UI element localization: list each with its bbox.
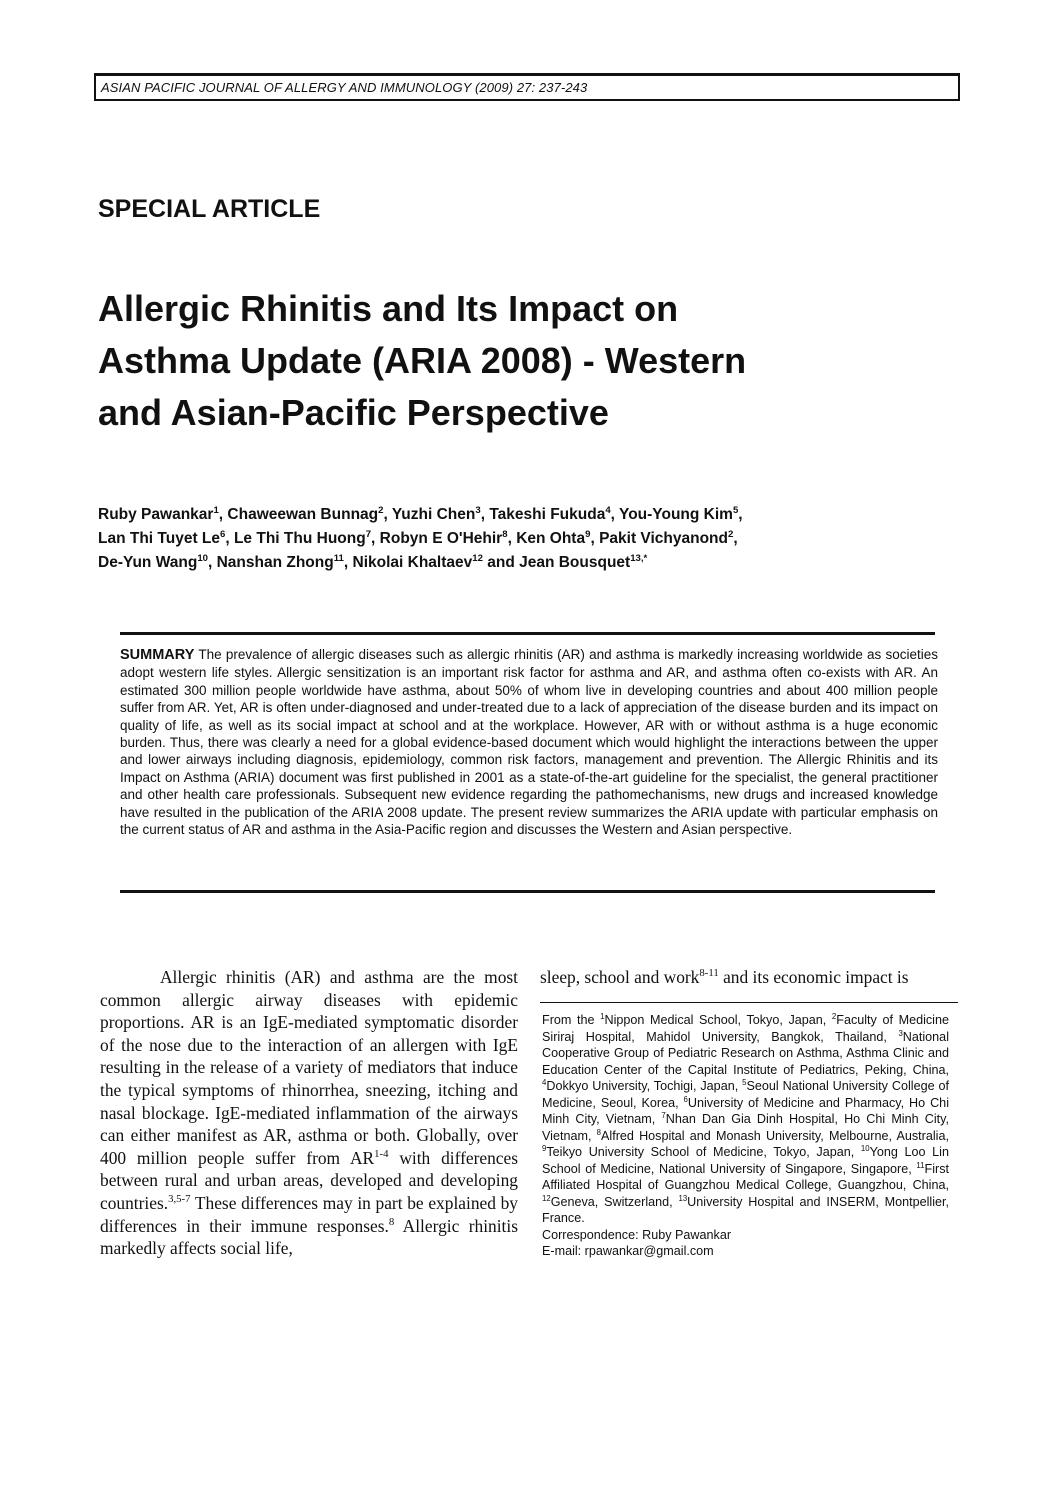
author-affiliation-ref: 13,* <box>630 552 648 564</box>
affiliation-text: National Cooperative Group of Pediatric Research on Asthma, Asthma Clinic and Education Center of the Capital Institute of Pediatrics, Peking, China, <box>542 1029 949 1077</box>
affiliation-text: University of Medicine and Pharmacy, Ho Chi Minh City, Vietnam, <box>542 1095 949 1126</box>
body-text: Allergic rhinitis (AR) and asthma are the most common allergic airway diseases with epidemic proportions. AR is an IgE-mediated symptomatic disorder of the nose due to the interaction of an allergen with IgE resulting in the release of a variety of mediators that induce the typical symptoms of rhinorrhea, sneezing, itching and nasal blockage. IgE-mediated inflammation of the airways can either manifest as AR, asthma or both. Globally, over 400 million people suffer from AR <box>100 967 518 1168</box>
title-line: Allergic Rhinitis and Its Impact on <box>98 288 679 329</box>
author-affiliation-ref: 9 <box>585 528 591 540</box>
affiliation-number: 3 <box>898 1028 903 1038</box>
affiliation-text: Alfred Hospital and Monash University, Melbourne, Australia, <box>601 1128 949 1143</box>
affiliation-number: 12 <box>542 1193 551 1203</box>
author-affiliation-ref: 10 <box>197 552 208 564</box>
author-line <box>98 527 958 551</box>
affiliations-block <box>542 1012 949 1260</box>
author-separator: , <box>610 506 620 523</box>
author-name: Ruby Pawankar <box>98 506 214 523</box>
author-separator: and <box>482 554 520 571</box>
author-affiliation-ref: 7 <box>365 528 372 540</box>
affiliation-number: 10 <box>860 1143 870 1153</box>
author-separator: , <box>480 506 490 523</box>
affiliation-text: Seoul National University College of Medicine, Seoul, Korea, <box>542 1079 949 1110</box>
author-separator: , <box>371 530 380 547</box>
author-affiliation-ref: 3 <box>475 504 481 516</box>
affiliation-text: Faculty of Medicine Siriraj Hospital, Mahidol University, Bangkok, Thailand, <box>542 1013 949 1044</box>
author-separator: , <box>738 506 743 523</box>
author-name: Lan Thi Tuyet Le <box>98 530 220 547</box>
body-column-left <box>100 966 518 1260</box>
journal-header <box>94 73 960 101</box>
body-text: sleep, school and work <box>540 967 700 987</box>
author-separator: , <box>343 554 353 571</box>
affiliation-text: Teikyo University School of Medicine, Tokyo, Japan, <box>546 1145 861 1159</box>
author-separator: , <box>207 554 217 571</box>
author-affiliation-ref: 8 <box>502 528 508 540</box>
citation-ref: 8 <box>388 1215 395 1228</box>
affiliation-rule <box>540 1002 958 1003</box>
affiliation-text: First Affiliated Hospital of Guangzhou Medical College, Guangzhou, China, <box>542 1161 949 1192</box>
summary-text: The prevalence of allergic diseases such as allergic rhinitis (AR) and asthma is markedly increasing worldwide as societies adopt western life styles. Allergic sensitization is an important risk factor for asthma and AR, and asthma often co-exists with AR. An estimated 300 million people worldwide have asthma, about 50% of whom live in developing countries and about 400 million people suffer from AR. Yet, AR is often under-diagnosed and under-treated due to a lack of appreciation of the disease burden and its impact on quality of life, as well as its social impact at school and at the workplace. However, AR with or without asthma is a huge economic burden. Thus, there was clearly a need for a global evidence-based document which would highlight the interactions between the upper and lower airways including diagnosis, epidemiology, common risk factors, management and prevention. The Allergic Rhinitis and its Impact on Asthma (ARIA) document was first published in 2001 as a state-of-the-art guideline for the specialist, the general practitioner and other health care professionals. Subsequent new evidence regarding the pathomechanisms, new drugs and increased knowledge have resulted in the publication of the ARIA 2008 update. The present review summarizes the ARIA update with particular emphasis on the current status of AR and asthma in the Asia-Pacific region and discusses the Western and Asian perspective. <box>120 647 938 838</box>
author-name: Nikolai Khaltaev <box>352 554 473 571</box>
affiliation-number: 9 <box>542 1143 547 1153</box>
body-text: and its economic impact is <box>718 967 909 987</box>
body-text: Allergic rhinitis markedly affects social life, <box>100 1215 518 1259</box>
citation-ref: 8-11 <box>699 967 719 980</box>
summary-block <box>120 646 938 838</box>
author-name: Le Thi Thu Huong <box>233 530 366 547</box>
affiliation-number: 7 <box>661 1110 666 1120</box>
author-affiliation-ref: 2 <box>727 528 734 540</box>
body-paragraph <box>100 966 518 1260</box>
summary-heading: SUMMARY <box>120 647 195 663</box>
author-affiliation-ref: 2 <box>378 504 384 516</box>
author-name: De-Yun Wang <box>98 554 198 571</box>
email: E-mail: rpawankar@gmail.com <box>542 1244 714 1258</box>
author-name: Ken Ohta <box>516 530 586 547</box>
body-text: with differences between rural and urban areas, developed and developing countries. <box>100 1147 518 1213</box>
affiliation-number: 13 <box>678 1193 688 1203</box>
author-name: Robyn E O'Hehir <box>379 530 503 547</box>
article-title <box>98 283 978 439</box>
affiliation-number: 1 <box>600 1011 605 1021</box>
author-separator: , <box>733 530 738 547</box>
affiliation-text: University Hospital and INSERM, Montpellier, France. <box>542 1194 950 1225</box>
author-separator: , <box>383 506 392 523</box>
affiliations-text <box>542 1012 949 1227</box>
author-name: Takeshi Fukuda <box>489 506 606 523</box>
affiliation-number: 8 <box>596 1127 601 1137</box>
body-text: These differences may in part be explained by differences in their immune responses. <box>100 1192 518 1236</box>
author-name: Chaweewan Bunnag <box>227 506 379 523</box>
author-separator: , <box>507 530 517 547</box>
title-line: and Asian-Pacific Perspective <box>98 392 609 433</box>
author-affiliation-ref: 5 <box>732 504 739 516</box>
affiliation-text: Geneva, Switzerland, <box>550 1194 679 1209</box>
author-separator: , <box>225 530 234 547</box>
affiliation-text: Nhan Dan Gia Dinh Hospital, Ho Chi Minh City, Vietnam, <box>542 1112 949 1143</box>
affiliation-number: 5 <box>742 1077 747 1087</box>
author-separator: , <box>218 506 228 523</box>
affiliation-number: 11 <box>916 1160 925 1170</box>
section-label: SPECIAL ARTICLE <box>98 195 321 223</box>
affiliation-text: From the <box>542 1013 601 1027</box>
author-separator: , <box>590 530 600 547</box>
author-affiliation-ref: 11 <box>333 552 344 564</box>
author-affiliation-ref: 1 <box>213 504 219 516</box>
affiliation-text: Dokkyo University, Tochigi, Japan, <box>546 1079 743 1093</box>
author-name: You-Young Kim <box>619 506 733 523</box>
author-line <box>98 551 958 575</box>
correspondence: Correspondence: Ruby Pawankar <box>542 1227 732 1242</box>
citation-ref: 1-4 <box>374 1147 389 1160</box>
summary-top-rule <box>120 632 935 635</box>
author-name: Yuzhi Chen <box>391 506 476 523</box>
author-name: Pakit Vichyanond <box>599 530 728 547</box>
author-affiliation-ref: 6 <box>220 528 226 540</box>
affiliation-number: 4 <box>542 1077 547 1087</box>
body-column-right <box>540 966 958 989</box>
journal-citation: ASIAN PACIFIC JOURNAL OF ALLERGY AND IMMUNOLOGY (2009) 27: 237-243 <box>101 80 588 95</box>
author-line <box>98 503 958 527</box>
affiliation-number: 6 <box>683 1094 688 1104</box>
summary-bottom-rule <box>120 890 935 893</box>
affiliation-number: 2 <box>831 1011 837 1021</box>
title-line: Asthma Update (ARIA 2008) - Western <box>98 340 747 381</box>
author-name: Jean Bousquet <box>519 554 631 571</box>
author-list <box>98 503 958 575</box>
affiliation-text: Nippon Medical School, Tokyo, Japan, <box>604 1013 832 1027</box>
citation-ref: 3,5-7 <box>168 1193 191 1206</box>
affiliation-text: Yong Loo Lin School of Medicine, National University of Singapore, Singapore, <box>542 1145 949 1176</box>
author-name: Nanshan Zhong <box>216 554 334 571</box>
author-affiliation-ref: 12 <box>472 552 483 564</box>
author-affiliation-ref: 4 <box>605 504 611 516</box>
